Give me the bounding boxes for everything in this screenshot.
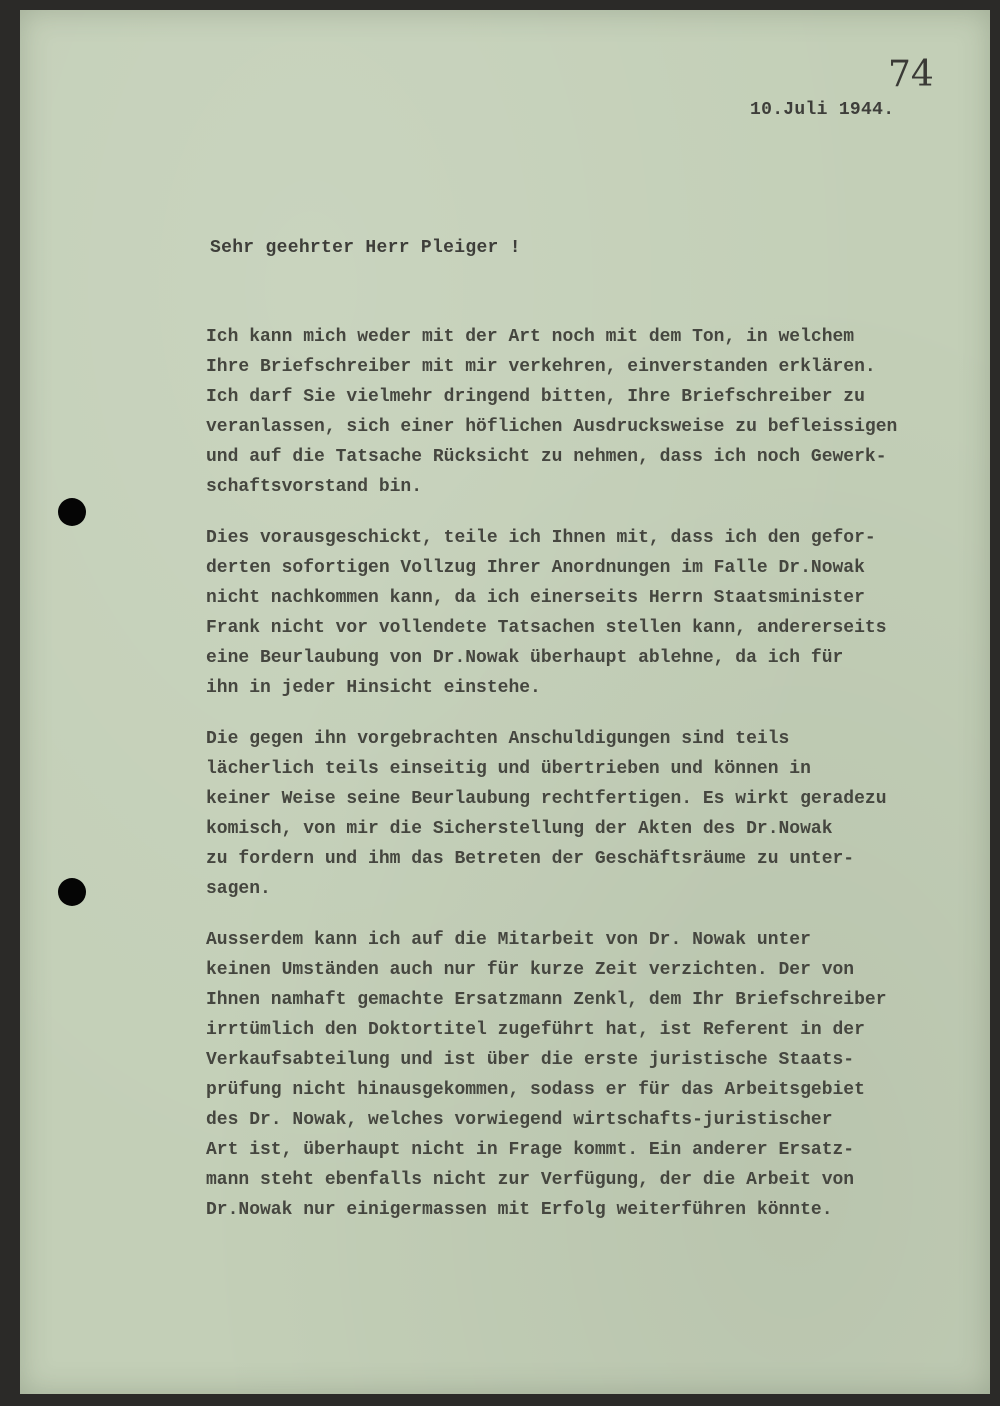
text-line: Ihre Briefschreiber mit mir verkehren, einverstanden erklären. <box>206 357 876 377</box>
text-line: komisch, von mir die Sicherstellung der Akten des Dr.Nowak <box>206 819 833 839</box>
punch-hole <box>58 498 86 526</box>
text-line: mann steht ebenfalls nicht zur Verfügung, der die Arbeit von <box>206 1170 855 1190</box>
text-line: Ausserdem kann ich auf die Mitarbeit von Dr. Nowak unter <box>206 930 811 950</box>
text-line: derten sofortigen Vollzug Ihrer Anordnungen im Falle Dr.Nowak <box>206 558 865 578</box>
paragraph-3 <box>206 724 887 904</box>
text-line: Frank nicht vor vollendete Tatsachen stellen kann, andererseits <box>206 618 887 638</box>
text-line: Art ist, überhaupt nicht in Frage kommt. Ein anderer Ersatz- <box>206 1140 855 1160</box>
text-line: keiner Weise seine Beurlaubung rechtfertigen. Es wirkt geradezu <box>206 789 887 809</box>
text-line: irrtümlich den Doktortitel zugeführt hat, ist Referent in der <box>206 1020 865 1040</box>
text-line: eine Beurlaubung von Dr.Nowak überhaupt ablehne, da ich für <box>206 648 844 668</box>
letter-date: 10.Juli 1944. <box>750 100 895 120</box>
text-line: Verkaufsabteilung und ist über die erste juristische Staats- <box>206 1050 855 1070</box>
salutation: Sehr geehrter Herr Pleiger ! <box>210 238 521 258</box>
text-line: Dies vorausgeschickt, teile ich Ihnen mit, dass ich den gefor- <box>206 528 876 548</box>
text-line: keinen Umständen auch nur für kurze Zeit verzichten. Der von <box>206 960 855 980</box>
text-line: zu fordern und ihm das Betreten der Geschäftsräume zu unter- <box>206 849 855 869</box>
text-line: Ich kann mich weder mit der Art noch mit dem Ton, in welchem <box>206 327 855 347</box>
paragraph-2 <box>206 523 887 703</box>
text-line: des Dr. Nowak, welches vorwiegend wirtschafts-juristischer <box>206 1110 833 1130</box>
text-line: Ihnen namhaft gemachte Ersatzmann Zenkl, dem Ihr Briefschreiber <box>206 990 887 1010</box>
text-line: nicht nachkommen kann, da ich einerseits Herrn Staatsminister <box>206 588 865 608</box>
text-line: ihn in jeder Hinsicht einstehe. <box>206 678 541 698</box>
text-line: Dr.Nowak nur einigermassen mit Erfolg weiterführen könnte. <box>206 1200 833 1220</box>
page-number: 74 <box>888 54 934 95</box>
text-line: und auf die Tatsache Rücksicht zu nehmen, dass ich noch Gewerk- <box>206 447 887 467</box>
paragraph-4 <box>206 925 887 1225</box>
text-line: Die gegen ihn vorgebrachten Anschuldigungen sind teils <box>206 729 790 749</box>
text-line: Ich darf Sie vielmehr dringend bitten, Ihre Briefschreiber zu <box>206 387 865 407</box>
text-line: lächerlich teils einseitig und übertrieben und können in <box>206 759 811 779</box>
paper-sheet <box>20 10 990 1394</box>
text-line: sagen. <box>206 879 271 899</box>
paragraph-1 <box>206 322 897 502</box>
text-line: schaftsvorstand bin. <box>206 477 423 497</box>
punch-hole <box>58 878 86 906</box>
text-line: prüfung nicht hinausgekommen, sodass er für das Arbeitsgebiet <box>206 1080 865 1100</box>
text-line: veranlassen, sich einer höflichen Ausdrucksweise zu befleissigen <box>206 417 898 437</box>
